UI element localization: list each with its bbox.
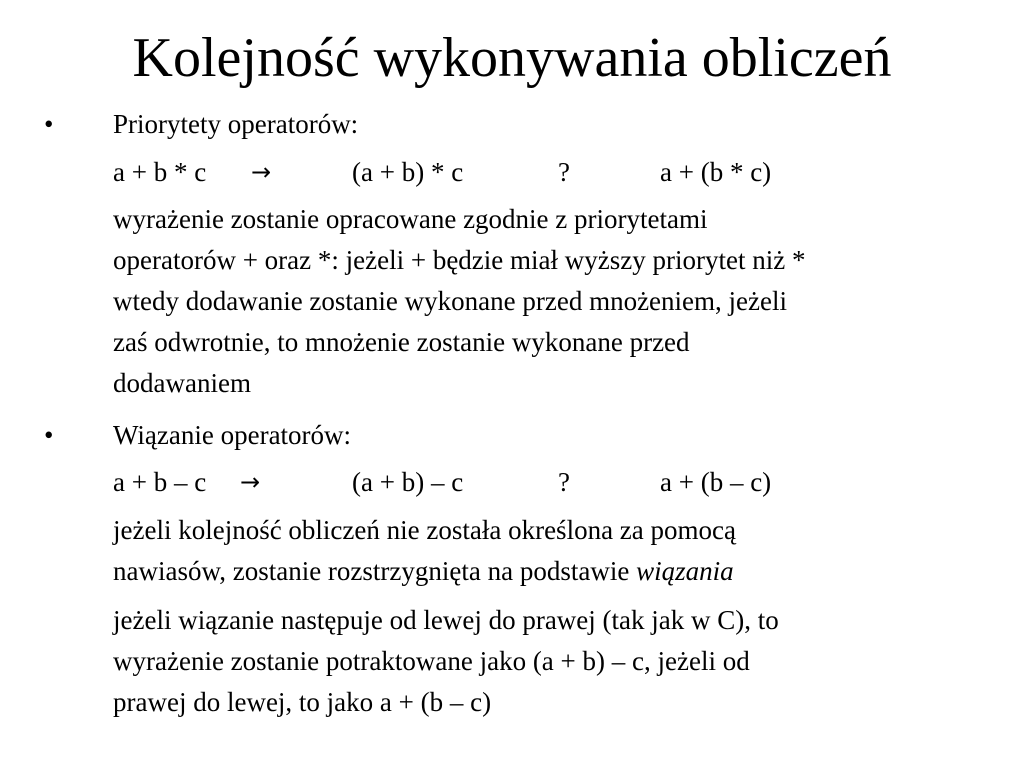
associativity-expression: a + b – c — [113, 467, 207, 497]
associativity-question-mark: ? — [558, 467, 570, 497]
associativity-option-1: (a + b) – c — [352, 467, 464, 497]
priority-explanation — [113, 199, 1003, 404]
associativity-explanation-line — [113, 551, 1003, 592]
priority-explanation-line: zaś odwrotnie, to mnożenie zostanie wykonane przed — [113, 327, 690, 357]
associativity-expression-row — [113, 462, 1013, 502]
associativity-term-emphasis: wiązania — [636, 556, 734, 586]
priority-expression-row — [113, 152, 1013, 192]
associativity-explanation-text: nawiasów, zostanie rozstrzygnięta na podstawie — [113, 556, 637, 586]
bullet-associativity: • — [44, 420, 54, 450]
priority-heading: Priorytety operatorów: — [113, 109, 359, 139]
priority-explanation-line: operatorów + oraz *: jeżeli + będzie miał wyższy priorytet niż * — [113, 245, 806, 275]
bullet-priority: • — [44, 109, 54, 139]
priority-explanation-line: dodawaniem — [113, 368, 251, 398]
associativity-explanation-line: jeżeli kolejność obliczeń nie została określona za pomocą — [113, 515, 736, 545]
priority-explanation-line: wtedy dodawanie zostanie wykonane przed mnożeniem, jeżeli — [113, 286, 787, 316]
priority-option-1: (a + b) * c — [352, 157, 464, 187]
priority-option-2: a + (b * c) — [660, 157, 772, 187]
priority-question-mark: ? — [558, 157, 570, 187]
associativity-explanation-1 — [113, 510, 1003, 592]
associativity-explanation-line: jeżeli wiązanie następuje od lewej do prawej (tak jak w C), to — [113, 605, 779, 635]
associativity-explanation-line: prawej do lewej, to jako a + (b – c) — [113, 687, 492, 717]
associativity-heading: Wiązanie operatorów: — [113, 420, 352, 450]
associativity-explanation-line: wyrażenie zostanie potraktowane jako (a + b) – c, jeżeli od — [113, 646, 750, 676]
priority-explanation-line: wyrażenie zostanie opracowane zgodnie z priorytetami — [113, 204, 708, 234]
slide-title: Kolejność wykonywania obliczeń — [132, 27, 892, 89]
arrow-right-icon: → — [240, 468, 261, 496]
arrow-right-icon: → — [251, 158, 272, 186]
associativity-explanation-2 — [113, 600, 1003, 723]
priority-expression: a + b * c — [113, 157, 207, 187]
associativity-option-2: a + (b – c) — [660, 467, 772, 497]
